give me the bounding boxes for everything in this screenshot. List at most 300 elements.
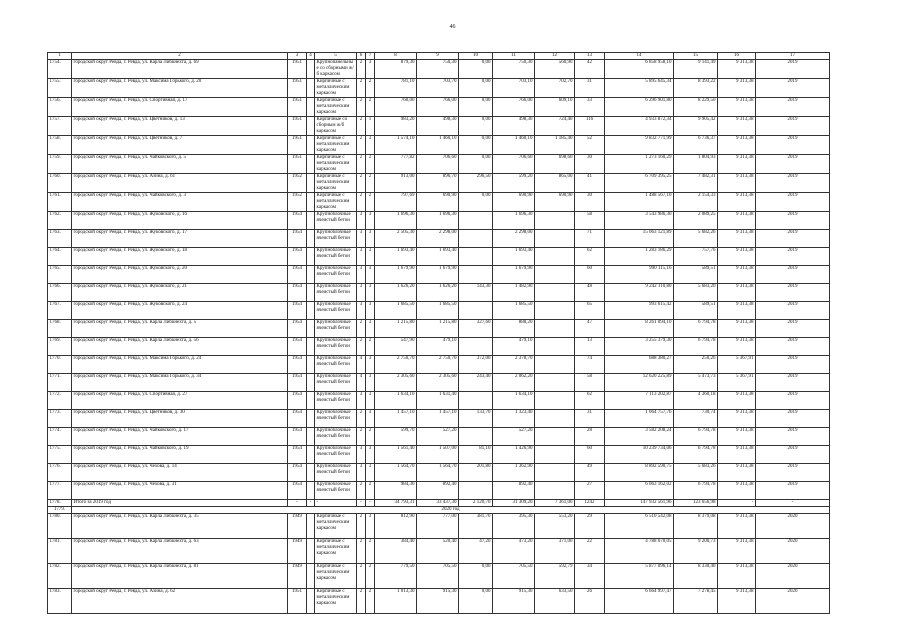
- total-area-cell: 1 574,10: [375, 136, 417, 155]
- floors-cell: 2: [357, 193, 366, 212]
- wall-material-cell: Кирпичные с металлическим каркасом: [315, 136, 357, 155]
- area-residential-cell: 1 323,40: [493, 410, 535, 428]
- column-number: 1: [48, 53, 72, 60]
- table-row: [48, 564, 830, 589]
- address-cell: городской округ Ревда, г. Ревда, ул. Карла Либкнехта, д. 56: [72, 338, 288, 356]
- year-built-cell: 1951: [288, 60, 307, 79]
- entrances-cell: 3: [366, 136, 375, 155]
- cost-per-m2-cell: 1 804,93: [674, 155, 718, 174]
- floors-cell: 3: [357, 284, 366, 302]
- residents-cell: 74: [575, 356, 605, 374]
- year-built-cell: 1952: [288, 193, 307, 212]
- cost-limit-cell: 9 313,38: [718, 117, 756, 136]
- cost-limit-cell: 9 313,38: [718, 320, 756, 338]
- living-area-cell: 1 693,40: [417, 248, 459, 266]
- plan-year-cell: 2019: [756, 428, 830, 446]
- col-4-cell: [307, 428, 315, 446]
- floors-cell: 2: [357, 338, 366, 356]
- area-nonresidential-cell: [459, 392, 493, 410]
- plan-year-cell: 2019: [756, 356, 830, 374]
- column-number: 9: [417, 53, 459, 60]
- wall-material-cell: Крупноблочные ячеистый бетон: [315, 446, 357, 464]
- plan-year-cell: 2019: [756, 193, 830, 212]
- wall-material-cell: Кирпичные со сборным ж/б каркасом: [315, 117, 357, 136]
- cost-cell: 688 380,27: [605, 356, 674, 374]
- wall-material-cell: Крупноблочные ячеистый бетон: [315, 320, 357, 338]
- total-area-cell: 913,00: [375, 174, 417, 193]
- entrances-cell: 2: [366, 428, 375, 446]
- floors-cell: 3: [357, 392, 366, 410]
- col-4-cell: [307, 338, 315, 356]
- area-nonresidential-cell: 0,00: [459, 564, 493, 589]
- roof-area-cell: 560,90: [535, 60, 575, 79]
- floors-cell: 3: [357, 248, 366, 266]
- residents-cell: 31: [575, 79, 605, 98]
- cost-cell: 993 615,42: [605, 302, 674, 320]
- plan-year-cell: 2019: [756, 464, 830, 482]
- plan-year-cell: 2019: [756, 446, 830, 464]
- row-number-cell: 1783.: [48, 589, 72, 614]
- col-4-cell: [307, 564, 315, 589]
- cost-cell: 1 283 186,29: [605, 248, 674, 266]
- roof-area-cell: [535, 482, 575, 500]
- roof-area-cell: 724,40: [535, 117, 575, 136]
- residents-cell: 30: [575, 193, 605, 212]
- roof-area-cell: 7 361,00: [535, 500, 575, 507]
- year-built-cell: -: [288, 500, 307, 507]
- plan-year-cell: 2019: [756, 320, 830, 338]
- column-number: 8: [375, 53, 417, 60]
- area-nonresidential-cell: 2 120,70: [459, 500, 493, 507]
- cost-per-m2-cell: 4 360,18: [674, 392, 718, 410]
- year-built-cell: 1954: [288, 266, 307, 284]
- table-row: [48, 230, 830, 248]
- roof-area-cell: 698,60: [535, 155, 575, 174]
- cost-per-m2-cell: 2 089,25: [674, 212, 718, 230]
- plan-year-cell: 2019: [756, 302, 830, 320]
- cost-cell: 6 296 901,80: [605, 98, 674, 117]
- area-residential-cell: 1 696,30: [493, 212, 535, 230]
- area-nonresidential-cell: 243,40: [459, 374, 493, 392]
- address-cell: городской округ Ревда, г. Ревда, ул. Цветников, д. 13: [72, 117, 288, 136]
- area-residential-cell: 766,00: [493, 98, 535, 117]
- year-built-cell: 1954: [288, 446, 307, 464]
- col-4-cell: [307, 302, 315, 320]
- living-area-cell: 892,40: [417, 482, 459, 500]
- year-heading: 2020 год: [72, 507, 830, 514]
- roof-area-cell: [535, 284, 575, 302]
- total-area-cell: 1 561,40: [375, 446, 417, 464]
- plan-year-cell: 2019: [756, 266, 830, 284]
- area-nonresidential-cell: 327,60: [459, 320, 493, 338]
- plan-year-cell: 2019: [756, 338, 830, 356]
- area-residential-cell: 1 426,90: [493, 446, 535, 464]
- cost-cell: 1 273 160,29: [605, 155, 674, 174]
- table-row: [48, 79, 830, 98]
- wall-material-cell: Крупноблочные ячеистый бетон: [315, 410, 357, 428]
- floors-cell: 2: [357, 98, 366, 117]
- total-row: [48, 500, 830, 507]
- total-area-cell: 1 215,80: [375, 320, 417, 338]
- cost-cell: 1 488 567,10: [605, 193, 674, 212]
- wall-material-cell: Кирпичные с металлическим каркасом: [315, 193, 357, 212]
- row-number-cell: 1764.: [48, 248, 72, 266]
- cost-cell: 8 892 590,75: [605, 464, 674, 482]
- plan-year-cell: 2019: [756, 155, 830, 174]
- living-area-cell: 520,40: [417, 539, 459, 564]
- entrances-cell: 3: [366, 212, 375, 230]
- address-cell: городской округ Ревда, г. Ревда, ул. Чехова, д. 31: [72, 482, 288, 500]
- residents-cell: 34: [575, 564, 605, 589]
- entrances-cell: 2: [366, 482, 375, 500]
- cost-cell: 9 242 110,80: [605, 284, 674, 302]
- floors-cell: 3: [357, 446, 366, 464]
- total-area-cell: 599,70: [375, 428, 417, 446]
- col-4-cell: [307, 356, 315, 374]
- col-4-cell: [307, 155, 315, 174]
- address-cell: городской округ Ревда, г. Ревда, ул. Спортивная, д. 27: [72, 392, 288, 410]
- column-number: 17: [756, 53, 830, 60]
- year-built-cell: 1954: [288, 428, 307, 446]
- area-nonresidential-cell: [459, 212, 493, 230]
- floors-cell: 2: [357, 117, 366, 136]
- cost-cell: 147 932 561,96: [605, 500, 674, 507]
- residents-cell: 65: [575, 302, 605, 320]
- entrances-cell: 3: [366, 356, 375, 374]
- cost-per-m2-cell: 8 229,50: [674, 98, 718, 117]
- total-area-cell: 779,50: [375, 564, 417, 589]
- plan-year-cell: 2019: [756, 482, 830, 500]
- area-residential-cell: 395,30: [493, 514, 535, 539]
- row-number-cell: 1765.: [48, 266, 72, 284]
- row-number-cell: 1771.: [48, 374, 72, 392]
- residents-cell: 60: [575, 446, 605, 464]
- year-built-cell: 1951: [288, 589, 307, 614]
- floors-cell: 2: [357, 589, 366, 614]
- col-4-cell: [307, 589, 315, 614]
- cost-per-m2-cell: 7 482,31: [674, 174, 718, 193]
- cost-cell: 12 620 225,89: [605, 374, 674, 392]
- table-row: [48, 60, 830, 79]
- col-4-cell: [307, 212, 315, 230]
- address-cell: городской округ Ревда, г. Ревда, ул. Жуковского, д. 16: [72, 212, 288, 230]
- entrances-cell: 3: [366, 514, 375, 539]
- area-nonresidential-cell: 47,20: [459, 539, 493, 564]
- table-row: [48, 589, 830, 614]
- living-area-cell: 1 215,80: [417, 320, 459, 338]
- roof-area-cell: [535, 266, 575, 284]
- table-row: [48, 193, 830, 212]
- living-area-cell: 527,20: [417, 428, 459, 446]
- total-area-cell: 983,20: [375, 117, 417, 136]
- cost-cell: 6 709 395,25: [605, 174, 674, 193]
- living-area-cell: 1 679,90: [417, 266, 459, 284]
- address-cell: городской округ Ревда, г. Ревда, ул. Жуковского, д. 21: [72, 284, 288, 302]
- year-built-cell: 1954: [288, 410, 307, 428]
- residents-cell: 58: [575, 212, 605, 230]
- cost-per-m2-cell: 7 278,45: [674, 589, 718, 614]
- plan-year-cell: 2019: [756, 284, 830, 302]
- table-row: [48, 539, 830, 564]
- area-residential-cell: 915,30: [493, 589, 535, 614]
- cost-per-m2-cell: 250,26: [674, 356, 718, 374]
- plan-year-cell: 2019: [756, 117, 830, 136]
- address-cell: городской округ Ревда, г. Ревда, ул. Жуковского, д. 24: [72, 302, 288, 320]
- cost-limit-cell: 9 313,38: [718, 98, 756, 117]
- table-row: [48, 98, 830, 117]
- row-number-cell: 1754.: [48, 60, 72, 79]
- cost-limit-cell: 9 313,38: [718, 248, 756, 266]
- column-number: 5: [315, 53, 357, 60]
- col-4-cell: [307, 320, 315, 338]
- address-cell: городской округ Ревда, г. Ревда, ул. Азина, д. 62: [72, 589, 288, 614]
- entrances-cell: 2: [366, 174, 375, 193]
- wall-material-cell: Крупноблочные ячеистый бетон: [315, 230, 357, 248]
- plan-year-cell: 2019: [756, 392, 830, 410]
- plan-year-cell: 2019: [756, 248, 830, 266]
- area-nonresidential-cell: [459, 248, 493, 266]
- roof-area-cell: 1 185,40: [535, 136, 575, 155]
- area-nonresidential-cell: [459, 338, 493, 356]
- living-area-cell: 750,30: [417, 60, 459, 79]
- floors-cell: 2: [357, 410, 366, 428]
- cost-limit-cell: 5 367,91: [718, 374, 756, 392]
- cost-per-m2-cell: 589,51: [674, 266, 718, 284]
- year-built-cell: 1954: [288, 212, 307, 230]
- entrances-cell: 3: [366, 392, 375, 410]
- roof-area-cell: 865,00: [535, 174, 575, 193]
- area-nonresidential-cell: 0,00: [459, 117, 493, 136]
- cost-cell: 3 582 208,24: [605, 428, 674, 446]
- roof-area-cell: 633,50: [535, 589, 575, 614]
- address-cell: городской округ Ревда, г. Ревда, ул. Спортивная, д. 17: [72, 98, 288, 117]
- total-area-cell: 1 693,40: [375, 248, 417, 266]
- roof-area-cell: [535, 410, 575, 428]
- cost-cell: 3 255 379,30: [605, 338, 674, 356]
- total-area-cell: 1 685,50: [375, 302, 417, 320]
- year-built-cell: 1949: [288, 564, 307, 589]
- floors-cell: 2: [357, 564, 366, 589]
- residents-cell: 33: [575, 98, 605, 117]
- area-nonresidential-cell: 372,00: [459, 356, 493, 374]
- total-area-cell: 2 305,60: [375, 374, 417, 392]
- cost-per-m2-cell: 5 683,26: [674, 464, 718, 482]
- roof-area-cell: [535, 374, 575, 392]
- cost-per-m2-cell: 5 683,20: [674, 284, 718, 302]
- area-residential-cell: 892,40: [493, 482, 535, 500]
- cost-limit-cell: 9 313,38: [718, 212, 756, 230]
- table-row: [48, 320, 830, 338]
- living-area-cell: 2 750,70: [417, 356, 459, 374]
- cost-per-m2-cell: 6 794,78: [674, 482, 718, 500]
- column-number: 13: [575, 53, 605, 60]
- area-residential-cell: 1 634,10: [493, 392, 535, 410]
- col-4-cell: [307, 284, 315, 302]
- area-residential-cell: 705,50: [493, 564, 535, 589]
- roof-area-cell: [535, 464, 575, 482]
- wall-material-cell: Крупноблочные ячеистый бетон: [315, 392, 357, 410]
- residents-cell: 116: [575, 117, 605, 136]
- cost-limit-cell: 5 367,91: [718, 356, 756, 374]
- table-row: [48, 266, 830, 284]
- residents-cell: 58: [575, 374, 605, 392]
- area-residential-cell: 599,20: [493, 174, 535, 193]
- plan-year-cell: 2019: [756, 60, 830, 79]
- cost-limit-cell: 9 313,38: [718, 446, 756, 464]
- living-area-cell: 703,70: [417, 79, 459, 98]
- roof-area-cell: 690,90: [535, 193, 575, 212]
- entrances-cell: 3: [366, 230, 375, 248]
- area-residential-cell: 479,10: [493, 338, 535, 356]
- living-area-cell: 2 305,60: [417, 374, 459, 392]
- table-row: [48, 248, 830, 266]
- cost-limit-cell: 9 313,38: [718, 136, 756, 155]
- living-area-cell: 498,30: [417, 117, 459, 136]
- floors-cell: 3: [357, 212, 366, 230]
- wall-material-cell: -: [315, 500, 357, 507]
- floors-cell: 2: [357, 174, 366, 193]
- area-residential-cell: 498,30: [493, 117, 535, 136]
- cost-cell: 6 063 162,02: [605, 482, 674, 500]
- area-nonresidential-cell: [459, 302, 493, 320]
- area-residential-cell: 690,90: [493, 193, 535, 212]
- plan-year-cell: 2019: [756, 136, 830, 155]
- total-area-cell: 781,10: [375, 79, 417, 98]
- column-number: 14: [605, 53, 674, 60]
- row-number-cell: 1757.: [48, 117, 72, 136]
- residents-cell: 26: [575, 589, 605, 614]
- cost-per-m2-cell: 6 794,78: [674, 446, 718, 464]
- wall-material-cell: Крупноблочные ячеистый бетон: [315, 302, 357, 320]
- row-number-cell: 1767.: [48, 302, 72, 320]
- row-number-cell: 1772.: [48, 392, 72, 410]
- cost-limit-cell: 9 313,38: [718, 284, 756, 302]
- year-built-cell: 1949: [288, 539, 307, 564]
- roof-area-cell: 553,20: [535, 514, 575, 539]
- address-cell: городской округ Ревда, г. Ревда, ул. Карла Либкнехта, д. 63: [72, 539, 288, 564]
- col-4-cell: [307, 410, 315, 428]
- year-built-cell: 1949: [288, 514, 307, 539]
- plan-year-cell: 2019: [756, 79, 830, 98]
- column-number: 12: [535, 53, 575, 60]
- col-4-cell: [307, 230, 315, 248]
- address-cell: городской округ Ревда, г. Ревда, ул. Чайковского, д. 19: [72, 446, 288, 464]
- col-4-cell: [307, 446, 315, 464]
- floors-cell: 2: [357, 136, 366, 155]
- living-area-cell: 706,60: [417, 155, 459, 174]
- area-nonresidential-cell: 133,70: [459, 410, 493, 428]
- col-4-cell: [307, 482, 315, 500]
- wall-material-cell: Крупноблочные ячеистый бетон: [315, 356, 357, 374]
- residents-cell: 49: [575, 464, 605, 482]
- area-residential-cell: 703,10: [493, 79, 535, 98]
- total-area-cell: 1 457,10: [375, 410, 417, 428]
- area-nonresidential-cell: 0,00: [459, 589, 493, 614]
- area-nonresidential-cell: [459, 230, 493, 248]
- cost-cell: 4 788 670,05: [605, 539, 674, 564]
- cost-cell: 8 261 094,10: [605, 320, 674, 338]
- column-number: 4: [307, 53, 315, 60]
- row-number-cell: 1759.: [48, 155, 72, 174]
- living-area-cell: 777,00: [417, 514, 459, 539]
- living-area-cell: 1 696,30: [417, 212, 459, 230]
- roof-area-cell: [535, 230, 575, 248]
- living-area-cell: 2 298,00: [417, 230, 459, 248]
- column-number: 10: [459, 53, 493, 60]
- col-4-cell: [307, 60, 315, 79]
- year-built-cell: 1954: [288, 302, 307, 320]
- column-number: 6: [357, 53, 366, 60]
- area-nonresidential-cell: 143,30: [459, 284, 493, 302]
- total-area-cell: 1 679,90: [375, 266, 417, 284]
- total-area-cell: 760,00: [375, 98, 417, 117]
- address-cell: городской округ Ревда, г. Ревда, ул. Азина, д. 61: [72, 174, 288, 193]
- entrances-cell: 3: [366, 410, 375, 428]
- roof-area-cell: [535, 302, 575, 320]
- area-nonresidential-cell: [459, 482, 493, 500]
- year-built-cell: 1954: [288, 374, 307, 392]
- area-residential-cell: 527,20: [493, 428, 535, 446]
- living-area-cell: 1 626,20: [417, 284, 459, 302]
- residents-cell: 42: [575, 60, 605, 79]
- table-row: [48, 482, 830, 500]
- entrances-cell: 3: [366, 60, 375, 79]
- plan-year-cell: 2020: [756, 589, 830, 614]
- table-row: [48, 356, 830, 374]
- col-4-cell: [307, 117, 315, 136]
- col-4-cell: [307, 98, 315, 117]
- row-number-cell: 1768.: [48, 320, 72, 338]
- cost-per-m2-cell: 8 393,22: [674, 79, 718, 98]
- year-built-cell: 1951: [288, 79, 307, 98]
- table-row: [48, 428, 830, 446]
- residents-cell: 48: [575, 284, 605, 302]
- entrances-cell: 2: [366, 539, 375, 564]
- entrances-cell: 3: [366, 320, 375, 338]
- wall-material-cell: Крупноблочные ячеистый бетон: [315, 212, 357, 230]
- address-cell: городской округ Ревда, г. Ревда, ул. Карла Либкнехта, д. 5: [72, 320, 288, 338]
- entrances-cell: 2: [366, 79, 375, 98]
- total-area-cell: 2 505,30: [375, 230, 417, 248]
- roof-area-cell: [535, 248, 575, 266]
- cost-limit-cell: 9 313,38: [718, 155, 756, 174]
- residents-cell: 22: [575, 539, 605, 564]
- year-built-cell: 1954: [288, 392, 307, 410]
- total-area-cell: 2 750,70: [375, 356, 417, 374]
- area-nonresidential-cell: 201,80: [459, 464, 493, 482]
- table-row: [48, 514, 830, 539]
- area-nonresidential-cell: 296,50: [459, 174, 493, 193]
- row-number-cell: 1778.: [48, 500, 72, 507]
- area-nonresidential-cell: 0,00: [459, 193, 493, 212]
- floors-cell: 2: [357, 320, 366, 338]
- living-area-cell: 479,10: [417, 338, 459, 356]
- roof-area-cell: 702,70: [535, 79, 575, 98]
- floors-cell: 3: [357, 302, 366, 320]
- plan-year-cell: -: [756, 500, 830, 507]
- entrances-cell: 1: [366, 117, 375, 136]
- area-residential-cell: 2 298,00: [493, 230, 535, 248]
- total-area-cell: 812,90: [375, 514, 417, 539]
- row-number-cell: 1775.: [48, 446, 72, 464]
- cost-cell: 6 510 542,08: [605, 514, 674, 539]
- residents-cell: 60: [575, 266, 605, 284]
- entrances-cell: 2: [366, 564, 375, 589]
- residents-cell: 13: [575, 338, 605, 356]
- cost-per-m2-cell: 589,51: [674, 302, 718, 320]
- area-nonresidential-cell: 381,70: [459, 514, 493, 539]
- cost-limit-cell: -: [718, 500, 756, 507]
